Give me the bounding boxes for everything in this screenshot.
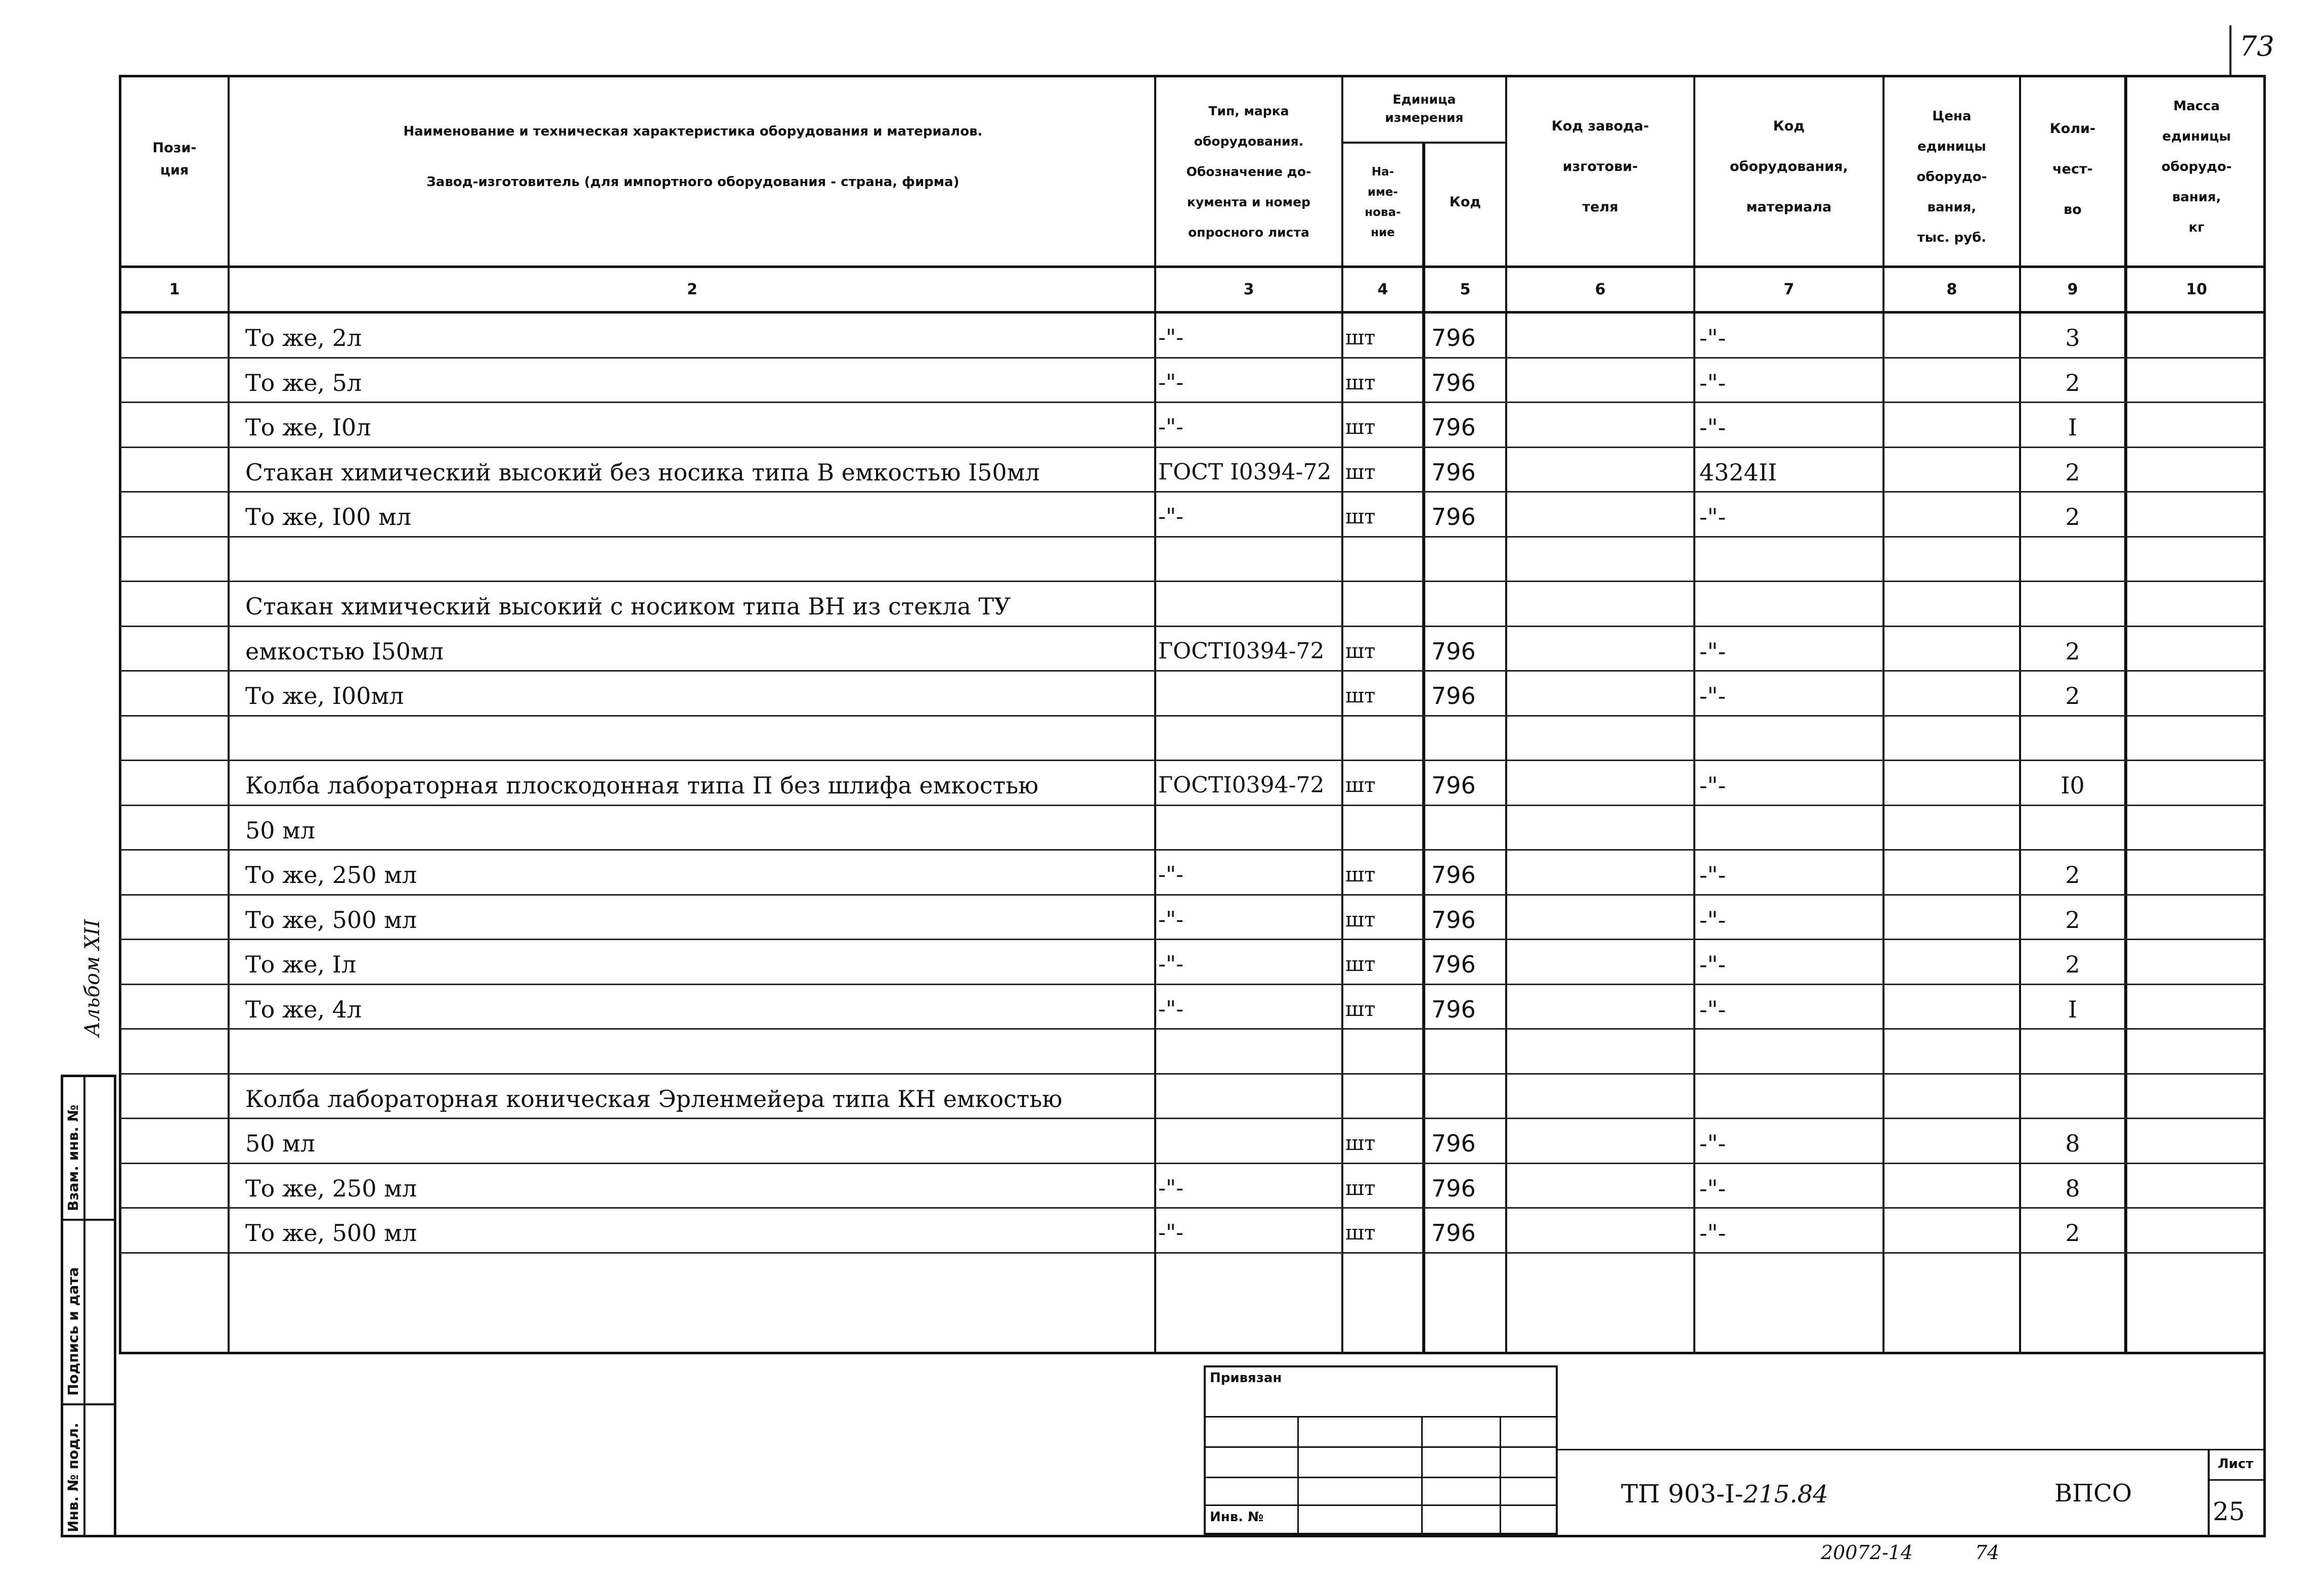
item-unit: шт [1345,371,1376,394]
organization: ВПСО [2054,1479,2132,1508]
item-unit: шт [1345,639,1376,663]
item-unit-code: 796 [1431,637,1476,665]
item-material-code: -"- [1699,951,1726,978]
item-doc: -"- [1158,996,1183,1022]
colnum-9: 9 [2067,280,2078,298]
colnum-2: 2 [687,280,697,298]
item-name: То же, 5л [245,369,362,396]
table-row [119,672,2266,717]
item-name: То же, 2л [245,324,362,351]
item-unit-code: 796 [1431,324,1476,351]
side-inv-podl: Инв. № подл. [65,1423,81,1532]
item-name: То же, Iл [245,951,357,978]
item-quantity: I0 [2060,772,2085,799]
table-row [119,403,2266,448]
item-doc: -"- [1158,906,1183,933]
item-doc: -"- [1158,1175,1183,1201]
item-doc: ГОСТ I0394-72 [1158,459,1332,485]
table-row [119,359,2266,404]
item-name: емкостью I50мл [245,637,444,665]
item-unit-code: 796 [1431,682,1476,710]
item-material-code: -"- [1699,503,1726,530]
table-row [119,1164,2266,1209]
inv-no-label: Инв. № [1210,1510,1264,1525]
table-row [119,940,2266,985]
item-name: То же, I00мл [245,682,404,710]
item-unit-code: 796 [1431,772,1476,799]
table-row [119,806,2266,851]
item-unit-code: 796 [1431,1174,1476,1202]
privyazan-row-2 [1204,1446,1558,1448]
item-unit: шт [1345,1176,1376,1200]
table-row [119,1030,2266,1075]
item-unit-code: 796 [1431,1130,1476,1157]
item-material-code: -"- [1699,637,1726,665]
item-material-code: -"- [1699,324,1726,351]
item-name: То же, 500 мл [245,1219,417,1247]
side-stamp-row-1 [61,1219,116,1221]
privyazan-label: Привязан [1210,1370,1282,1386]
item-unit: шт [1345,416,1376,439]
item-name: Колба лабораторная плоскодонная типа П без шлифа емкостью [245,772,1039,799]
item-unit: шт [1345,505,1376,528]
side-sign-date: Подпись и дата [65,1267,81,1396]
item-material-code: -"- [1699,995,1726,1023]
item-material-code: -"- [1699,772,1726,799]
table-row [119,985,2266,1030]
item-name: То же, I0л [245,414,371,441]
item-unit-code: 796 [1431,1219,1476,1247]
item-name: То же, 250 мл [245,861,417,889]
item-quantity: 2 [2065,637,2080,665]
item-quantity: 2 [2065,682,2080,710]
header-price: Цена единицы оборудо- вания, тыс. руб. [1916,109,1987,245]
item-quantity: 2 [2065,951,2080,978]
album-label: Альбом XII [81,919,104,1037]
colnum-6: 6 [1595,280,1606,298]
item-quantity: 2 [2065,503,2080,530]
item-name: То же, I00 мл [245,503,412,530]
item-quantity: 3 [2065,324,2080,351]
table-row [119,538,2266,583]
item-material-code: -"- [1699,1219,1726,1247]
header-type-doc: Тип, марка оборудования. Обозначение до- кумента и номер опросного листа [1186,104,1311,240]
table-row [119,1119,2266,1164]
table-row [119,1209,2266,1254]
sheet-box-left [2208,1449,2210,1536]
item-unit: шт [1345,953,1376,976]
table-row [119,896,2266,941]
titleblock-bottom [61,1535,2266,1537]
corner-mark-vertical [2229,25,2231,76]
header-unit-name: На- име- нова- ние [1365,165,1401,239]
item-quantity: 2 [2065,458,2080,486]
item-unit-code: 796 [1431,414,1476,441]
item-doc: ГОСТI0394-72 [1158,638,1325,664]
sheet-label: Лист [2218,1456,2254,1472]
item-unit-code: 796 [1431,861,1476,889]
header-name-line2: Завод-изготовитель (для импортного оборудования - страна, фирма) [426,174,959,190]
item-unit-code: 796 [1431,951,1476,978]
item-material-code: -"- [1699,682,1726,710]
item-material-code: -"- [1699,861,1726,889]
doc-code-hand: 215.84 [1743,1480,1828,1509]
item-unit: шт [1345,460,1376,484]
item-doc: -"- [1158,862,1183,888]
item-unit-code: 796 [1431,503,1476,530]
header-unit-code: Код [1449,194,1481,210]
item-doc: -"- [1158,414,1183,440]
item-unit: шт [1345,326,1376,349]
header-unit: Единица измерения [1385,92,1464,125]
item-material-code: -"- [1699,414,1726,441]
item-quantity: 2 [2065,369,2080,396]
item-unit: шт [1345,684,1376,707]
units-split [1341,142,1507,144]
colnum-3: 3 [1243,280,1254,298]
privyazan-col-2 [1421,1416,1423,1535]
item-name: То же, 500 мл [245,906,417,934]
colnum-4: 4 [1377,280,1388,298]
item-name: 50 мл [245,1130,316,1157]
doc-code [1621,1479,1828,1509]
item-material-code: -"- [1699,369,1726,396]
doccode-top [1558,1449,2266,1450]
item-unit-code: 796 [1431,906,1476,934]
item-unit: шт [1345,1221,1376,1245]
item-name: Колба лабораторная коническая Эрленмейера типа КН емкостью [245,1085,1063,1113]
privyazan-row-4 [1204,1504,1558,1506]
table-row [119,314,2266,359]
table-row [119,717,2266,762]
item-quantity: 2 [2065,906,2080,934]
header-factory-code: Код завода- изготови- теля [1551,118,1649,215]
item-unit: шт [1345,1132,1376,1155]
colnum-10: 10 [2186,280,2207,298]
bottom-note-2: 74 [1975,1541,2000,1564]
table-row [119,493,2266,538]
item-doc: -"- [1158,951,1183,977]
page-number-top: 73 [2240,30,2274,62]
colnum-8: 8 [1946,280,1957,298]
item-material-code: 4324II [1699,458,1777,486]
item-doc: -"- [1158,504,1183,529]
item-quantity: 8 [2065,1130,2080,1157]
item-unit: шт [1345,774,1376,797]
item-name: Стакан химический высокий с носиком типа ВН из стекла ТУ [245,593,1011,620]
item-unit-code: 796 [1431,458,1476,486]
colnum-5: 5 [1460,280,1471,298]
sheet-number: 25 [2213,1497,2245,1526]
item-doc: -"- [1158,369,1183,395]
privyazan-row-1 [1204,1416,1558,1417]
privyazan-row-3 [1204,1477,1558,1478]
item-unit-code: 796 [1431,369,1476,396]
item-material-code: -"- [1699,1174,1726,1202]
colnum-7: 7 [1783,280,1794,298]
item-unit-code: 796 [1431,995,1476,1023]
side-stamp-split [83,1075,85,1537]
item-name: То же, 250 мл [245,1174,417,1202]
doc-code-prefix: ТП 903-I- [1621,1479,1743,1509]
header-equipment-code: Код оборудования, материала [1730,118,1848,215]
item-name: 50 мл [245,816,316,844]
item-doc: -"- [1158,325,1183,350]
header-mass: Масса единицы оборудо- вания, кг [2161,99,2232,235]
sheet-box-split [2208,1479,2263,1481]
side-inv-vzam: Взам. инв. № [65,1104,81,1211]
item-material-code: -"- [1699,1130,1726,1157]
item-name: Стакан химический высокий без носика типа В емкостью I50мл [245,458,1040,486]
titleblock-right [2263,1354,2266,1537]
colnum-1: 1 [169,280,180,298]
item-quantity: 2 [2065,1219,2080,1247]
item-unit: шт [1345,908,1376,932]
item-doc: ГОСТI0394-72 [1158,772,1325,798]
item-material-code: -"- [1699,906,1726,934]
item-quantity: 2 [2065,861,2080,889]
side-stamp-row-2 [61,1403,116,1405]
item-quantity: 8 [2065,1174,2080,1202]
item-quantity: I [2068,995,2078,1023]
header-quantity: Коли- чест- во [2049,121,2096,217]
privyazan-col-3 [1500,1416,1501,1535]
item-quantity: I [2068,414,2078,441]
header-name-line1: Наименование и техническая характеристика оборудования и материалов. [403,124,983,139]
table-row [119,851,2266,896]
item-unit: шт [1345,863,1376,887]
item-unit: шт [1345,997,1376,1021]
header-position: Пози- ция [152,140,197,178]
privyazan-col-1 [1297,1416,1299,1535]
bottom-note-1: 20072-14 [1821,1541,1913,1564]
item-doc: -"- [1158,1220,1183,1246]
item-name: То же, 4л [245,995,362,1023]
